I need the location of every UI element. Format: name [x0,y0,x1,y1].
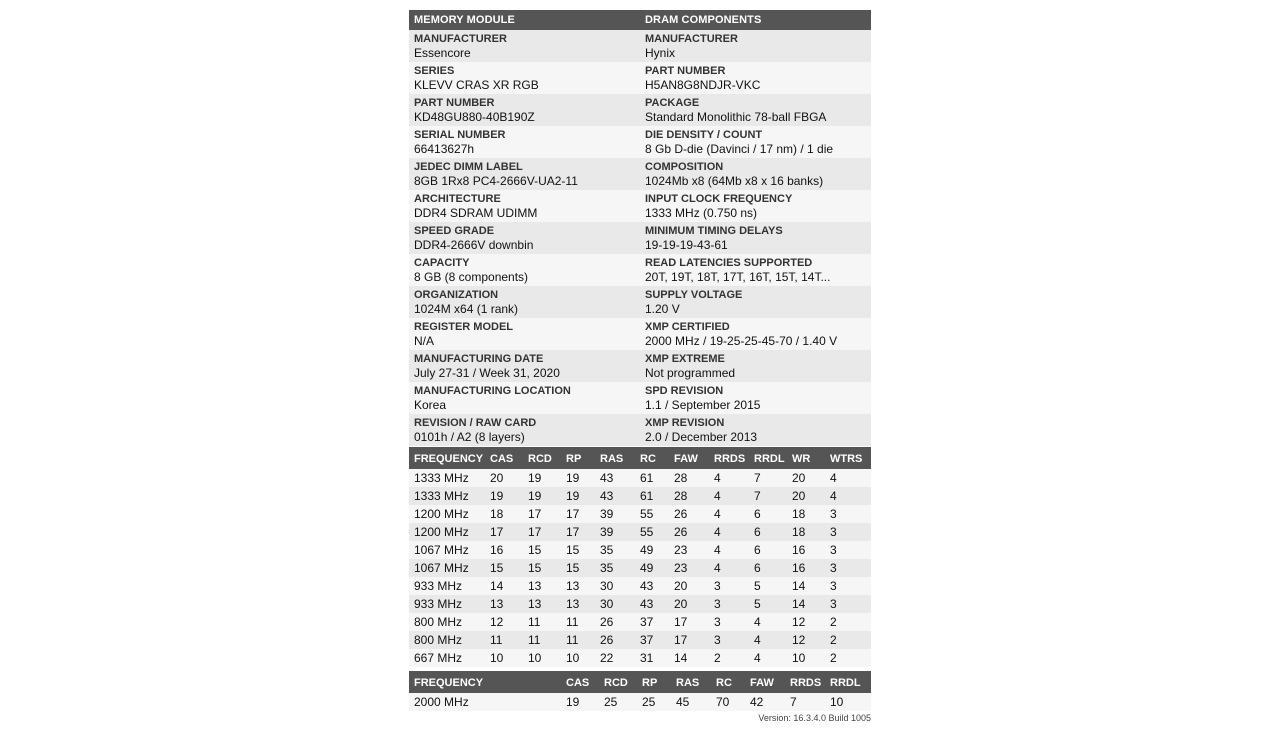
jedec-cell: 11 [485,631,523,649]
jedec-cell: 15 [523,541,561,559]
jedec-cell: 3 [709,577,749,595]
jedec-cell: 17 [561,523,595,541]
memory-module-list [409,30,640,446]
jedec-cell: 1067 MHz [409,559,485,577]
jedec-cell: 17 [561,505,595,523]
jedec-cell: 1333 MHz [409,469,485,487]
spec-value: DDR4 SDRAM UDIMM [414,206,538,220]
jedec-cell: 933 MHz [409,577,485,595]
xmp-col-header: RRDL [825,673,871,693]
jedec-cell: 3 [825,577,871,595]
jedec-col-header: RC [635,449,669,469]
jedec-cell: 30 [595,577,635,595]
jedec-cell: 3 [825,559,871,577]
xmp-body [409,693,871,711]
jedec-cell: 35 [595,559,635,577]
jedec-cell: 23 [669,541,709,559]
spec-label: ORGANIZATION [414,289,499,301]
jedec-cell: 12 [485,613,523,631]
jedec-col-header: RCD [523,449,561,469]
xmp-col-header: FAW [745,673,785,693]
jedec-col-header: WTRS [825,449,871,469]
jedec-cell: 14 [787,577,825,595]
spec-value: 20T, 19T, 18T, 17T, 16T, 15T, 14T... [645,270,831,284]
spec-item [409,158,640,190]
memory-report [409,10,871,723]
spec-label: COMPOSITION [645,161,724,173]
jedec-cell: 26 [669,505,709,523]
xmp-cell: 7 [785,693,825,711]
jedec-cell: 5 [749,595,787,613]
spec-value: 0101h / A2 (8 layers) [414,430,525,444]
jedec-cell: 4 [749,631,787,649]
jedec-cell: 20 [669,595,709,613]
xmp-col-header: RC [711,673,745,693]
jedec-cell: 1333 MHz [409,487,485,505]
table-row [409,469,871,487]
table-row [409,613,871,631]
table-row [409,541,871,559]
spec-value: 2.0 / December 2013 [645,430,758,444]
table-row [409,595,871,613]
jedec-cell: 15 [561,541,595,559]
jedec-cell: 61 [635,487,669,505]
jedec-cell: 26 [595,613,635,631]
dram-components-column [640,10,871,446]
spec-label: PACKAGE [645,97,700,109]
jedec-cell: 3 [709,631,749,649]
jedec-cell: 19 [561,469,595,487]
table-row [409,559,871,577]
spec-value: Korea [414,398,447,412]
jedec-cell: 2 [709,649,749,667]
spec-item [640,414,871,446]
jedec-cell: 13 [485,595,523,613]
jedec-cell: 3 [825,541,871,559]
jedec-cell: 3 [825,595,871,613]
spec-label: XMP EXTREME [645,353,725,365]
xmp-timing-table [409,673,871,711]
jedec-cell: 2 [825,631,871,649]
jedec-cell: 39 [595,523,635,541]
jedec-cell: 55 [635,505,669,523]
spec-label: CAPACITY [414,257,470,269]
dram-components-header: DRAM COMPONENTS [640,10,871,30]
jedec-cell: 23 [669,559,709,577]
jedec-col-header: RRDS [709,449,749,469]
xmp-cell: 10 [825,693,871,711]
spec-item [409,222,640,254]
jedec-cell: 37 [635,631,669,649]
jedec-cell: 28 [669,469,709,487]
jedec-cell: 13 [561,577,595,595]
jedec-cell: 16 [485,541,523,559]
spec-label: MINIMUM TIMING DELAYS [645,225,783,237]
jedec-col-header: WR [787,449,825,469]
spec-label: PART NUMBER [414,97,495,109]
jedec-cell: 4 [825,469,871,487]
xmp-header-row [409,673,871,693]
jedec-cell: 11 [523,631,561,649]
jedec-col-header: RAS [595,449,635,469]
jedec-cell: 19 [523,469,561,487]
spec-value: H5AN8G8NDJR-VKC [645,78,761,92]
jedec-cell: 11 [523,613,561,631]
jedec-cell: 55 [635,523,669,541]
xmp-cell [485,693,561,711]
spec-value: DDR4-2666V downbin [414,238,534,252]
spec-item [409,286,640,318]
jedec-cell: 3 [709,613,749,631]
jedec-cell: 6 [749,523,787,541]
spec-value: 1024Mb x8 (64Mb x8 x 16 banks) [645,174,824,188]
spec-item [640,62,871,94]
spec-item [640,94,871,126]
jedec-cell: 13 [523,577,561,595]
xmp-cell: 25 [637,693,671,711]
jedec-cell: 39 [595,505,635,523]
spec-item [640,254,871,286]
jedec-cell: 2 [825,649,871,667]
jedec-cell: 1067 MHz [409,541,485,559]
spec-label: ARCHITECTURE [414,193,501,205]
jedec-cell: 43 [595,469,635,487]
jedec-cell: 18 [787,523,825,541]
jedec-cell: 4 [709,487,749,505]
spec-item [640,126,871,158]
jedec-col-header: RRDL [749,449,787,469]
version-label: Version: 16.3.4.0 Build 1005 [758,713,871,723]
spec-value: KD48GU880-40B190Z [414,110,535,124]
spec-label: SPD REVISION [645,385,724,397]
jedec-cell: 14 [669,649,709,667]
jedec-cell: 30 [595,595,635,613]
table-row [409,523,871,541]
jedec-cell: 16 [787,559,825,577]
xmp-col-header: RP [637,673,671,693]
jedec-col-header: FREQUENCY [409,449,485,469]
spec-label: SERIES [414,65,455,77]
jedec-cell: 5 [749,577,787,595]
jedec-cell: 17 [669,631,709,649]
table-row [409,505,871,523]
spec-item [640,158,871,190]
spec-item [409,126,640,158]
spec-section [409,10,871,446]
jedec-cell: 13 [561,595,595,613]
dram-components-list [640,30,871,446]
spec-value: 1.1 / September 2015 [645,398,761,412]
jedec-cell: 12 [787,631,825,649]
jedec-cell: 3 [825,505,871,523]
spec-label: REVISION / RAW CARD [414,417,537,429]
spec-label: SPEED GRADE [414,225,495,237]
jedec-cell: 15 [561,559,595,577]
jedec-cell: 43 [635,595,669,613]
table-row [409,693,871,711]
jedec-cell: 11 [561,631,595,649]
spec-item [640,286,871,318]
jedec-col-header: FAW [669,449,709,469]
jedec-cell: 1200 MHz [409,505,485,523]
spec-label: XMP REVISION [645,417,725,429]
memory-module-header: MEMORY MODULE [409,10,640,30]
spec-item [640,222,871,254]
jedec-cell: 22 [595,649,635,667]
spec-item [409,414,640,446]
jedec-cell: 10 [523,649,561,667]
jedec-cell: 49 [635,559,669,577]
jedec-cell: 800 MHz [409,613,485,631]
jedec-cell: 43 [635,577,669,595]
xmp-col-header: RCD [599,673,637,693]
jedec-cell: 15 [485,559,523,577]
jedec-cell: 19 [561,487,595,505]
jedec-cell: 49 [635,541,669,559]
jedec-cell: 17 [523,505,561,523]
spec-value: 19-19-19-43-61 [645,238,728,252]
jedec-cell: 6 [749,541,787,559]
jedec-cell: 11 [561,613,595,631]
xmp-cell: 2000 MHz [409,693,485,711]
spec-value: N/A [414,334,435,348]
spec-value: 2000 MHz / 19-25-25-45-70 / 1.40 V [645,334,838,348]
jedec-cell: 16 [787,541,825,559]
spec-label: READ LATENCIES SUPPORTED [645,257,813,269]
table-row [409,649,871,667]
jedec-cell: 17 [669,613,709,631]
jedec-cell: 15 [523,559,561,577]
table-gap [409,667,871,670]
spec-value: 66413627h [414,142,475,156]
jedec-cell: 61 [635,469,669,487]
spec-value: Standard Monolithic 78-ball FBGA [645,110,827,124]
spec-value: 1333 MHz (0.750 ns) [645,206,758,220]
spec-item [409,254,640,286]
jedec-cell: 26 [669,523,709,541]
xmp-col-header: RAS [671,673,711,693]
jedec-cell: 4 [749,649,787,667]
spec-value: July 27-31 / Week 31, 2020 [414,366,560,380]
spec-item [409,30,640,62]
jedec-cell: 2 [825,613,871,631]
jedec-body [409,469,871,667]
jedec-cell: 10 [485,649,523,667]
spec-item [409,62,640,94]
jedec-cell: 14 [485,577,523,595]
jedec-cell: 3 [709,595,749,613]
spec-label: DIE DENSITY / COUNT [645,129,763,141]
jedec-cell: 667 MHz [409,649,485,667]
jedec-cell: 3 [825,523,871,541]
spec-label: REGISTER MODEL [414,321,514,333]
jedec-cell: 18 [787,505,825,523]
spec-item [409,94,640,126]
jedec-cell: 12 [787,613,825,631]
jedec-cell: 28 [669,487,709,505]
jedec-cell: 1200 MHz [409,523,485,541]
spec-value: 8GB 1Rx8 PC4-2666V-UA2-11 [414,174,578,188]
jedec-cell: 6 [749,505,787,523]
xmp-cell: 70 [711,693,745,711]
jedec-col-header: CAS [485,449,523,469]
jedec-cell: 20 [485,469,523,487]
jedec-header-row [409,449,871,469]
spec-value: Not programmed [645,366,736,380]
spec-label: MANUFACTURER [414,33,507,45]
memory-module-column [409,10,640,446]
jedec-cell: 10 [561,649,595,667]
jedec-cell: 4 [709,505,749,523]
jedec-cell: 4 [709,469,749,487]
jedec-cell: 17 [523,523,561,541]
xmp-col-header: FREQUENCY [409,673,485,693]
jedec-cell: 933 MHz [409,595,485,613]
spec-item [409,350,640,382]
jedec-cell: 19 [485,487,523,505]
spec-item [640,350,871,382]
jedec-cell: 4 [749,613,787,631]
xmp-col-header: CAS [561,673,599,693]
jedec-cell: 7 [749,469,787,487]
spec-item [409,190,640,222]
jedec-cell: 10 [787,649,825,667]
spec-label: MANUFACTURING DATE [414,353,544,365]
jedec-cell: 26 [595,631,635,649]
table-row [409,631,871,649]
jedec-cell: 7 [749,487,787,505]
spec-label: INPUT CLOCK FREQUENCY [645,193,793,205]
jedec-cell: 37 [635,613,669,631]
spec-label: SERIAL NUMBER [414,129,506,141]
spec-label: MANUFACTURING LOCATION [414,385,571,397]
jedec-cell: 14 [787,595,825,613]
spec-label: MANUFACTURER [645,33,738,45]
spec-value: 1.20 V [645,302,680,316]
jedec-cell: 20 [787,487,825,505]
xmp-cell: 42 [745,693,785,711]
table-row [409,577,871,595]
jedec-cell: 43 [595,487,635,505]
spec-item [640,382,871,414]
spec-label: JEDEC DIMM LABEL [414,161,523,173]
jedec-cell: 4 [709,523,749,541]
xmp-cell: 19 [561,693,599,711]
jedec-cell: 18 [485,505,523,523]
jedec-cell: 20 [787,469,825,487]
spec-item [640,190,871,222]
spec-value: 1024M x64 (1 rank) [414,302,519,316]
jedec-cell: 35 [595,541,635,559]
spec-label: PART NUMBER [645,65,726,77]
xmp-col-header [485,673,561,693]
spec-item [640,318,871,350]
jedec-cell: 17 [485,523,523,541]
spec-value: 8 GB (8 components) [414,270,529,284]
spec-value: KLEVV CRAS XR RGB [414,78,539,92]
jedec-cell: 19 [523,487,561,505]
jedec-cell: 20 [669,577,709,595]
jedec-cell: 31 [635,649,669,667]
spec-label: SUPPLY VOLTAGE [645,289,743,301]
spec-value: Essencore [414,46,471,60]
jedec-col-header: RP [561,449,595,469]
spec-item [409,318,640,350]
table-row [409,487,871,505]
xmp-col-header: RRDS [785,673,825,693]
xmp-cell: 25 [599,693,637,711]
jedec-cell: 6 [749,559,787,577]
spec-value: 8 Gb D-die (Davinci / 17 nm) / 1 die [645,142,834,156]
jedec-cell: 13 [523,595,561,613]
spec-value: Hynix [645,46,676,60]
spec-item [640,30,871,62]
jedec-cell: 4 [709,559,749,577]
spec-item [409,382,640,414]
spec-label: XMP CERTIFIED [645,321,730,333]
xmp-cell: 45 [671,693,711,711]
jedec-cell: 4 [825,487,871,505]
jedec-cell: 800 MHz [409,631,485,649]
jedec-cell: 4 [709,541,749,559]
jedec-timing-table [409,449,871,667]
